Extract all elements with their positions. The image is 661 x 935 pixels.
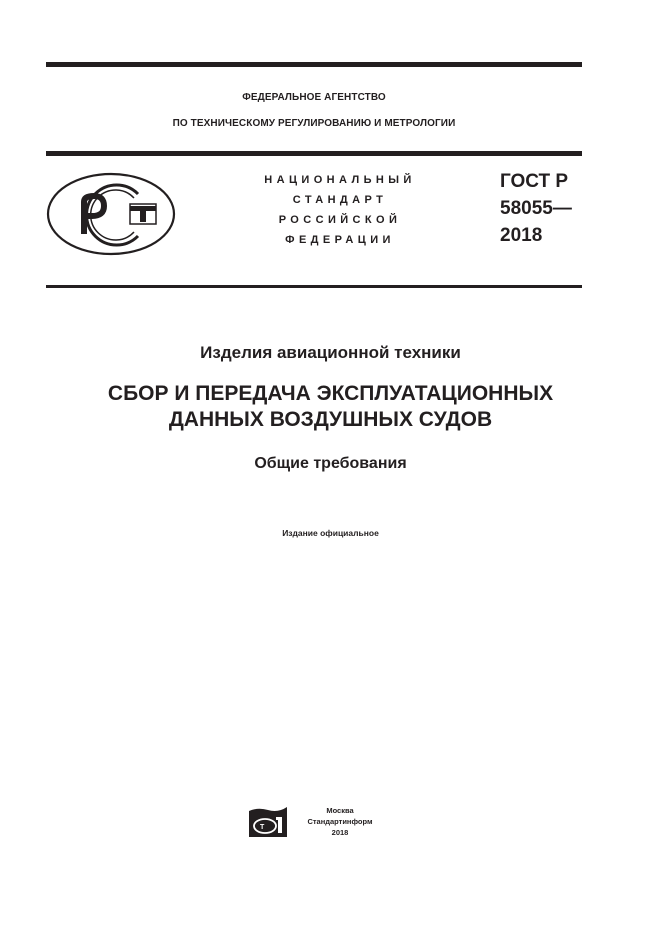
national-standard-label bbox=[240, 170, 440, 250]
document-subtitle: Общие требования bbox=[254, 455, 407, 472]
agency-name-line1: ФЕДЕРАЛЬНОЕ АГЕНТСТВО bbox=[242, 92, 386, 103]
document-subject: Изделия авиационной техники bbox=[200, 343, 461, 362]
publisher-name: Стандартинформ bbox=[307, 817, 373, 826]
designation-number: 58055— bbox=[500, 198, 572, 219]
national-standard-line: СТАНДАРТ bbox=[292, 194, 388, 206]
national-standard-line: НАЦИОНАЛЬНЫЙ bbox=[264, 174, 416, 186]
standartinform-logo-icon bbox=[248, 805, 288, 838]
rst-certification-mark-icon bbox=[46, 172, 176, 256]
national-standard-line: ФЕДЕРАЦИИ bbox=[285, 234, 395, 246]
title-line2: ДАННЫХ ВОЗДУШНЫХ СУДОВ bbox=[168, 408, 493, 431]
agency-name-line2: ПО ТЕХНИЧЕСКОМУ РЕГУЛИРОВАНИЮ И МЕТРОЛОГИИ bbox=[172, 118, 456, 129]
designation-prefix: ГОСТ Р bbox=[500, 171, 569, 192]
header-rule bbox=[46, 151, 582, 156]
edition-label: Издание официальное bbox=[282, 528, 379, 538]
standard-designation bbox=[500, 168, 572, 249]
designation-year: 2018 bbox=[500, 225, 543, 246]
svg-text:Т: Т bbox=[260, 824, 265, 831]
document-title bbox=[0, 381, 661, 433]
publisher-city: Москва bbox=[326, 806, 354, 815]
section-rule bbox=[46, 285, 582, 288]
title-line1: СБОР И ПЕРЕДАЧА ЭКСПЛУАТАЦИОННЫХ bbox=[107, 382, 554, 405]
national-standard-line: РОССИЙСКОЙ bbox=[278, 214, 402, 226]
publisher-year: 2018 bbox=[331, 828, 349, 837]
publisher-info bbox=[290, 805, 390, 838]
top-rule bbox=[46, 62, 582, 67]
